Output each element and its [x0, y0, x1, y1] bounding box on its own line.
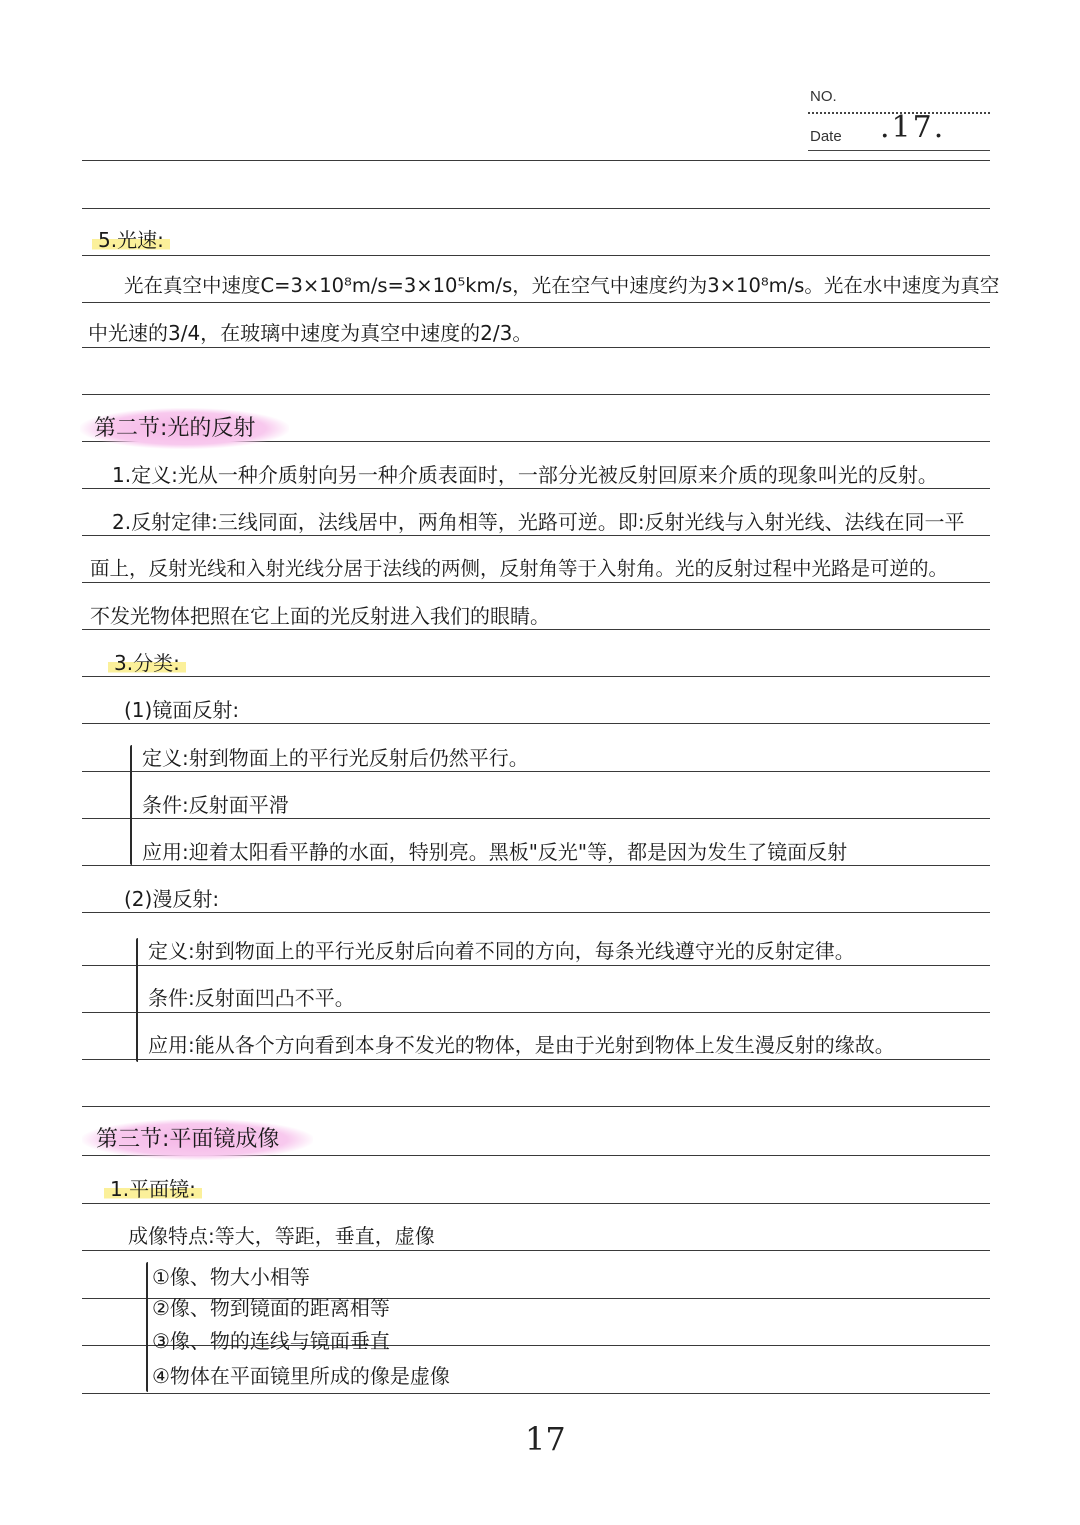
- diffuse-brace: [136, 938, 138, 1062]
- ruled-line: [82, 582, 990, 583]
- ruled-line: [82, 347, 990, 348]
- ruled-line: [82, 255, 990, 256]
- section2-title: [92, 415, 289, 442]
- section2-title-text: 第二节:光的反射: [80, 408, 289, 449]
- ruled-line: [82, 676, 990, 677]
- reflection-law-line-3: 不发光物体把照在它上面的光反射进入我们的眼睛。: [90, 604, 550, 628]
- ruled-line: [82, 965, 990, 966]
- reflection-law-line-1: 2.反射定律:三线同面，法线居中，两角相等，光路可逆。即:反射光线与入射光线、法线在同一平: [112, 510, 965, 534]
- speed-line-2: 中光速的3/4，在玻璃中速度为真空中速度的2/3。: [88, 321, 533, 345]
- ruled-line: [82, 1059, 990, 1060]
- diffuse-condition: 条件:反射面凹凸不平。: [148, 986, 355, 1010]
- ruled-line: [82, 1393, 990, 1394]
- ruled-line: [82, 208, 990, 209]
- ruled-line: [82, 865, 990, 866]
- ruled-line: [82, 302, 990, 303]
- ruled-line: [82, 1250, 990, 1251]
- imaging-item: ④物体在平面镜里所成的像是虚像: [152, 1364, 450, 1388]
- diffuse-application: 应用:能从各个方向看到本身不发光的物体，是由于光射到物体上发生漫反射的缘故。: [148, 1033, 895, 1057]
- speed-title-text: 5.光速:: [92, 228, 170, 252]
- speed-line-1: 光在真空中速度C=3×10⁸m/s=3×10⁵km/s，光在空气中速度约为3×10⁸m/s。光在水中速度为真空: [124, 274, 1000, 297]
- imaging-item: ③像、物的连线与镜面垂直: [152, 1329, 390, 1353]
- imaging-features: 成像特点:等大，等距，垂直，虚像: [128, 1224, 435, 1248]
- plane-mirror-title-text: 1.平面镜:: [104, 1177, 202, 1201]
- ruled-line: [82, 160, 990, 161]
- speed-title: [92, 227, 170, 253]
- ruled-line: [82, 1012, 990, 1013]
- mirror-brace: [130, 745, 132, 865]
- diffuse-definition: 定义:射到物面上的平行光反射后向着不同的方向，每条光线遵守光的反射定律。: [148, 939, 855, 963]
- imaging-item: ①像、物大小相等: [152, 1265, 310, 1289]
- no-label: NO.: [810, 88, 837, 105]
- classify-title-text: 3.分类:: [108, 651, 186, 675]
- mirror-condition: 条件:反射面平滑: [142, 793, 289, 817]
- page-number: 17: [525, 1420, 566, 1458]
- ruled-line: [82, 1203, 990, 1204]
- mirror-application: 应用:迎着太阳看平静的水面，特别亮。黑板"反光"等，都是因为发生了镜面反射: [142, 840, 848, 864]
- ruled-line: [82, 818, 990, 819]
- classify-title: [108, 650, 186, 676]
- section3-title: [94, 1126, 313, 1153]
- mirror-reflection-title: (1)镜面反射:: [124, 698, 240, 722]
- date-label: Date: [810, 128, 842, 145]
- plane-mirror-title: [104, 1176, 202, 1202]
- ruled-line: [82, 912, 990, 913]
- imaging-item: ②像、物到镜面的距离相等: [152, 1296, 390, 1320]
- ruled-line: [82, 394, 990, 395]
- section3-title-text: 第三节:平面镜成像: [82, 1119, 313, 1160]
- reflection-law-line-2: 面上，反射光线和入射光线分居于法线的两侧，反射角等于入射角。光的反射过程中光路是可逆的。: [90, 557, 949, 580]
- imaging-brace: [146, 1262, 148, 1392]
- mirror-definition: 定义:射到物面上的平行光反射后仍然平行。: [142, 746, 529, 770]
- diffuse-reflection-title: (2)漫反射:: [124, 887, 220, 911]
- ruled-line: [82, 629, 990, 630]
- ruled-line: [82, 723, 990, 724]
- ruled-line: [82, 488, 990, 489]
- date-value: .17.: [880, 110, 946, 145]
- reflection-definition: 1.定义:光从一种介质射向另一种介质表面时，一部分光被反射回原来介质的现象叫光的反射。: [112, 463, 938, 487]
- ruled-line: [82, 771, 990, 772]
- ruled-line: [82, 535, 990, 536]
- date-line: [808, 150, 990, 151]
- ruled-line: [82, 1106, 990, 1107]
